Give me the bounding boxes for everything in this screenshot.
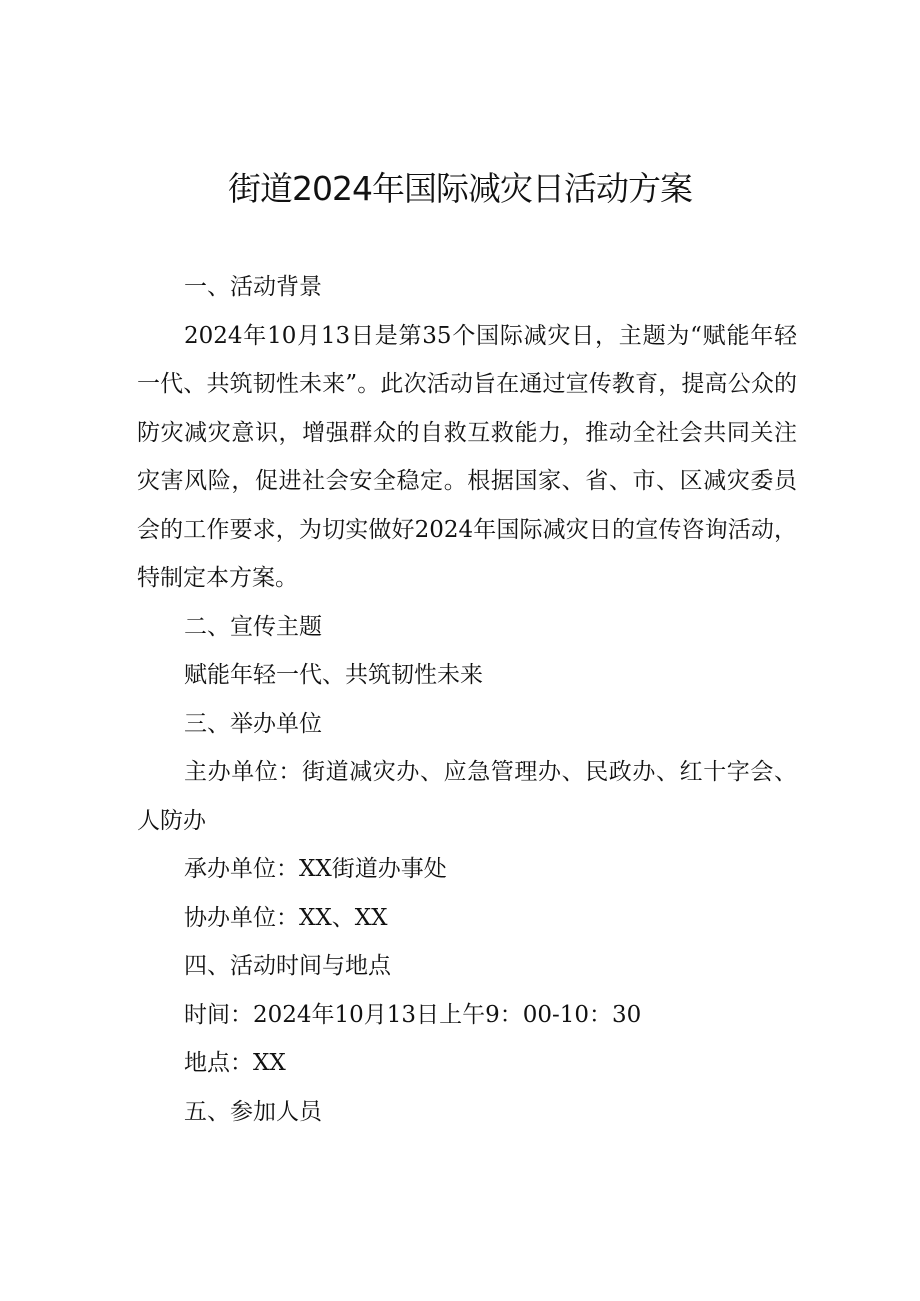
paragraph-organizer-unit: 承办单位：XX街道办事处 (184, 856, 447, 882)
document-body (137, 263, 797, 1136)
heading-theme: 二、宣传主题 (184, 613, 322, 640)
heading-background: 一、活动背景 (184, 274, 322, 300)
heading-organizers: 三、举办单位 (184, 710, 322, 737)
document-title: 街道2024年国际减灾日活动方案 (228, 169, 692, 208)
heading-participants: 五、参加人员 (184, 1098, 322, 1125)
paragraph-host-units: 主办单位：街道减灾办、应急管理办、民政办、红十字会、人防办 (137, 759, 797, 834)
heading-time-location: 四、活动时间与地点 (184, 953, 391, 979)
paragraph-co-organizers: 协办单位：XX、XX (184, 904, 388, 931)
paragraph-background: 2024年10月13日是第35个国际减灾日，主题为“赋能年轻一代、共筑韧性未来”。此次活动旨在通过宣传教育，提高公众的防灾减灾意识，增强群众的自救互救能力，推动全社会共同关注灾害风险，促进社会安全稳定。根据国家、省、市、区减灾委员会的工作要求，为切实做好2024年国际减灾日的宣传咨询活动，特制定本方案。 (137, 322, 797, 591)
paragraph-time: 时间：2024年10月13日上午9：00-10：30 (184, 1001, 642, 1028)
paragraph-theme: 赋能年轻一代、共筑韧性未来 (184, 662, 483, 688)
paragraph-location: 地点：XX (184, 1050, 286, 1076)
